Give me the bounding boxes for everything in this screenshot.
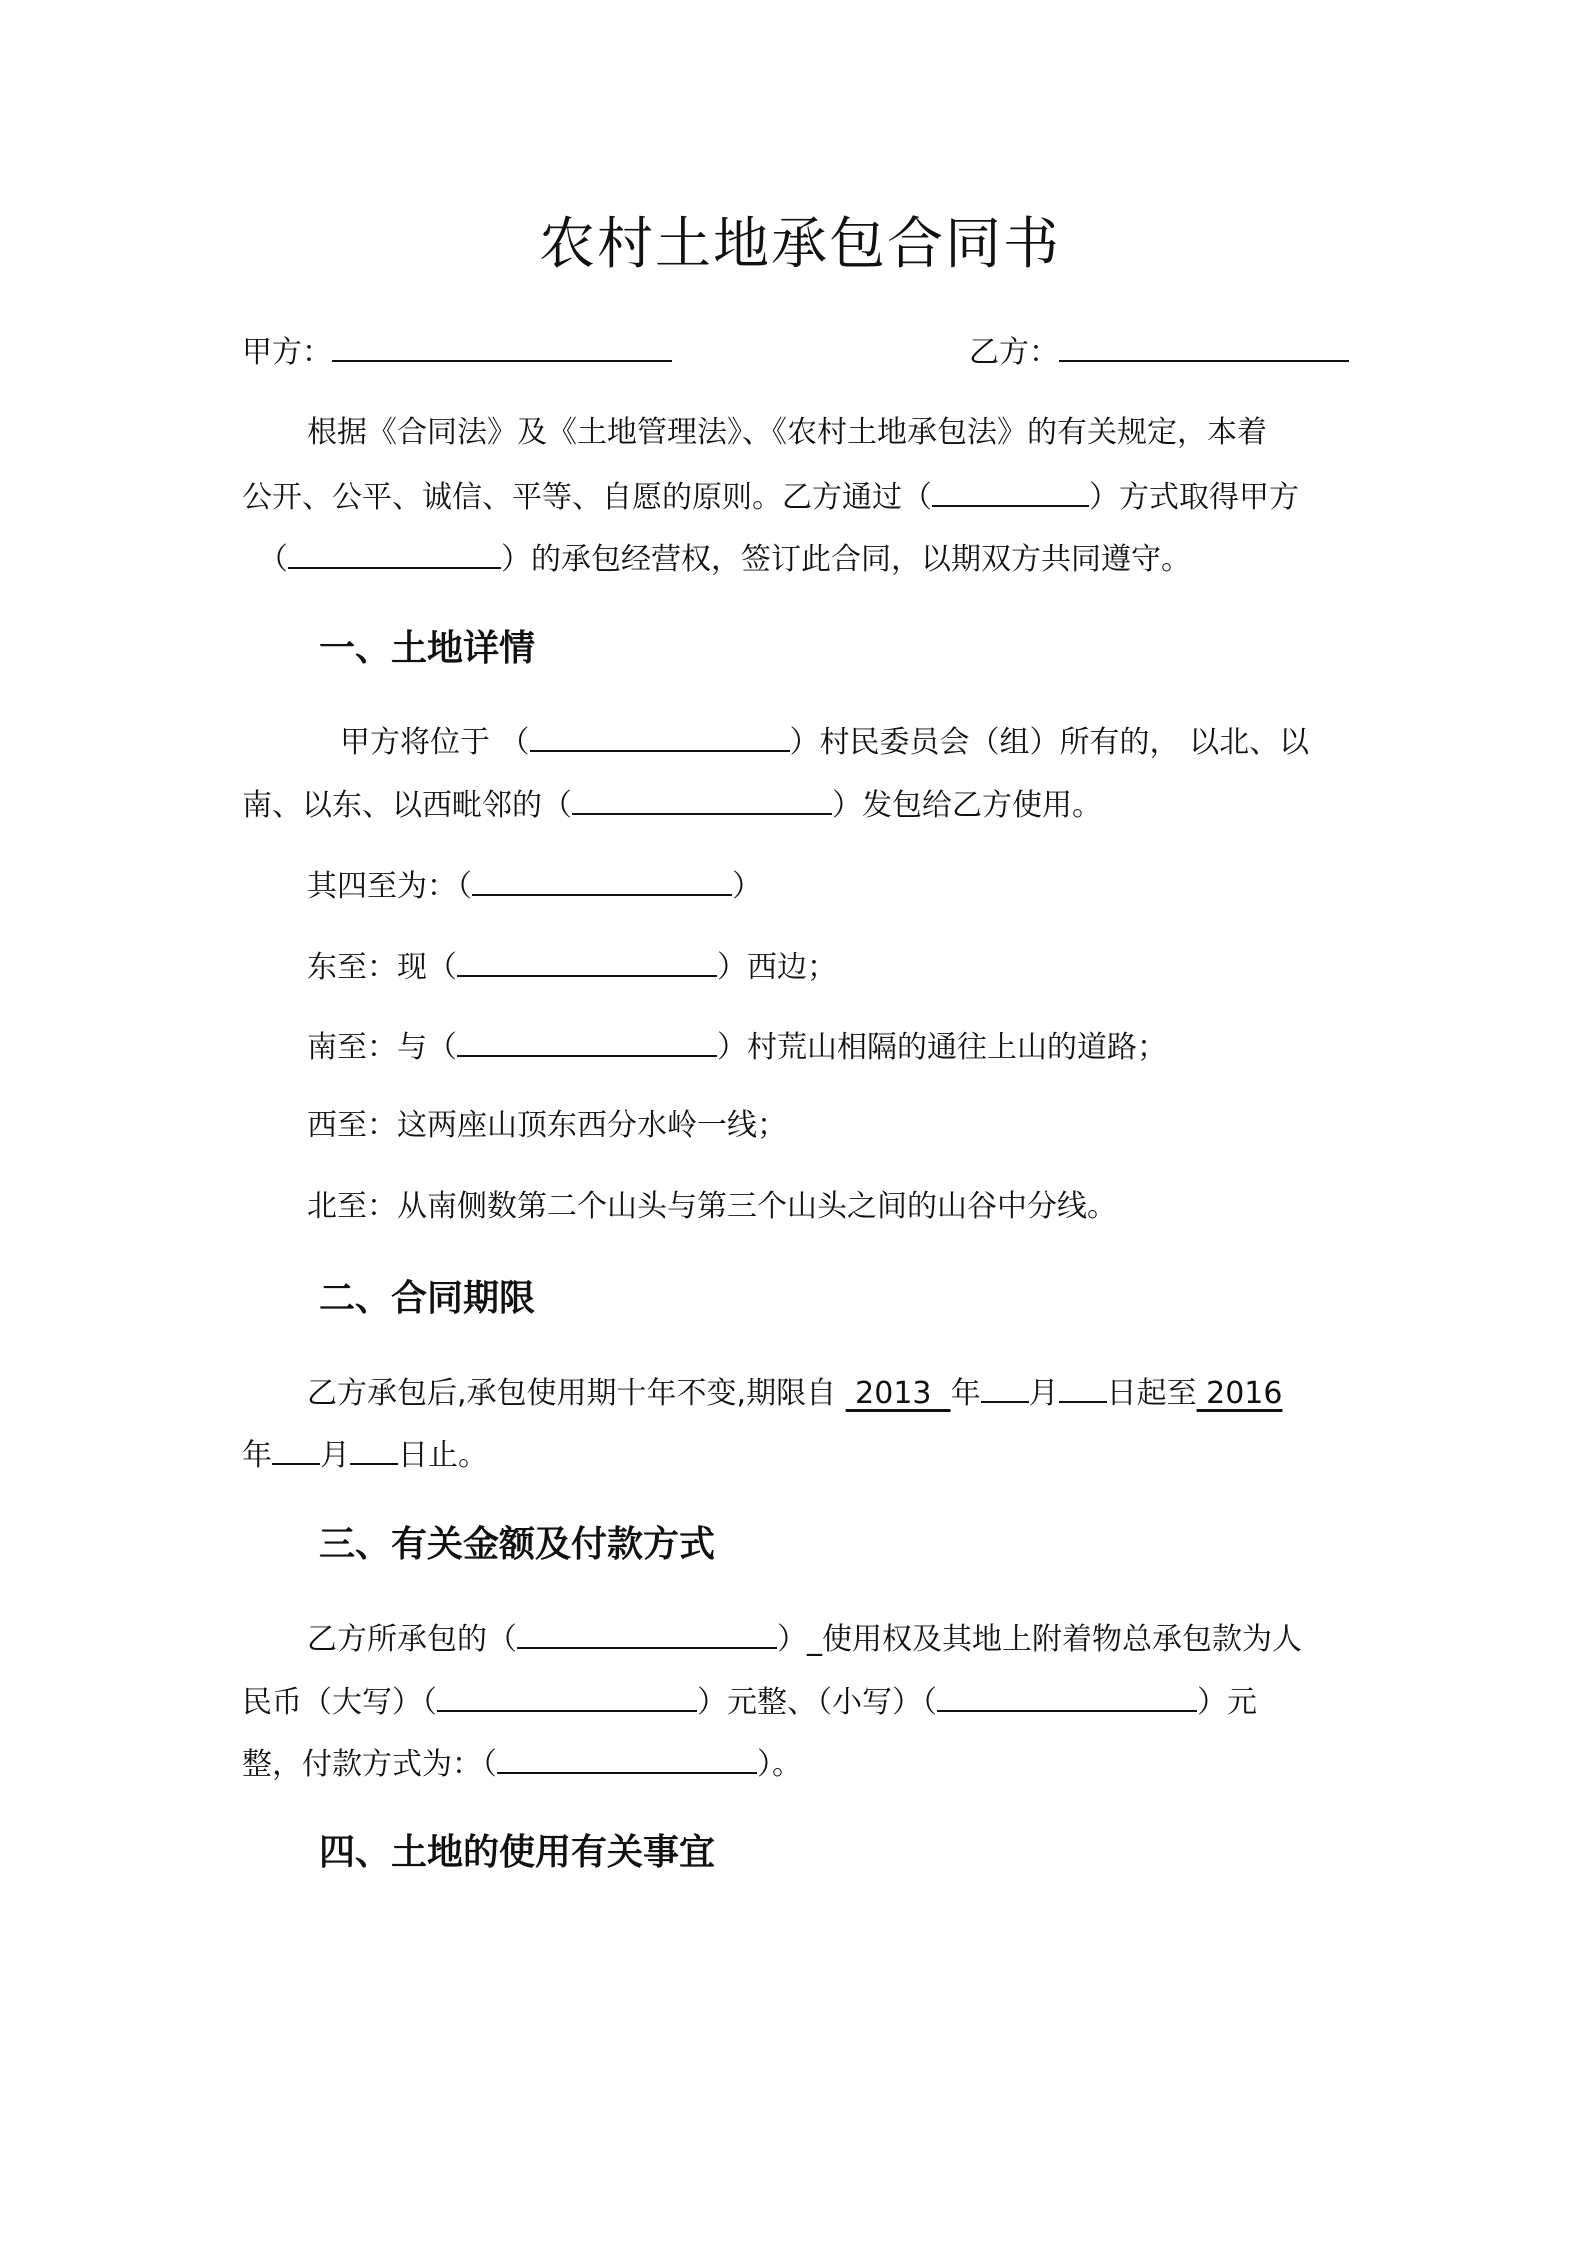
section-3-heading: 三、有关金额及付款方式 [319,1524,716,1565]
text: ）元整、（小写）（ [697,1685,937,1720]
text: ） [732,869,762,904]
document-title: 农村土地承包合同书 [539,212,1061,277]
land-blank[interactable] [288,537,501,569]
text: （ [258,542,288,577]
method-blank[interactable] [932,475,1089,507]
text: 甲方将位于 （ [340,725,530,760]
text: 南、以东、以西毗邻的（ [242,788,572,823]
text: ）的承包经营权，签订此合同，以期双方共同遵守。 [501,542,1191,577]
party-b-blank[interactable] [1059,330,1349,362]
start-month-blank[interactable] [981,1371,1029,1403]
s1-line-1 [340,720,1309,763]
intro-line-3 [258,537,1191,580]
s1-line-2 [242,783,1102,826]
party-a-line [242,330,672,373]
text: ）发包给乙方使用。 [832,788,1102,823]
start-year[interactable]: 2013 [845,1376,951,1411]
party-b-line [969,330,1349,373]
text: 公开、公平、诚信、平等、自愿的原则。乙方通过（ [242,480,932,515]
text: 东至：现（ [307,950,457,985]
section-1-heading: 一、土地详情 [319,628,536,669]
end-month-blank[interactable] [272,1433,320,1465]
text: 其四至为：（ [307,869,472,904]
text: 月 [320,1438,350,1473]
south-blank[interactable] [457,1025,717,1057]
contracted-item-blank[interactable] [517,1617,777,1649]
start-day-blank[interactable] [1059,1371,1107,1403]
payment-method-blank[interactable] [497,1742,757,1774]
intro-line-1: 根据《合同法》及《土地管理法》、《农村土地承包法》的有关规定，本着 [307,415,1267,450]
south-line [307,1025,1167,1068]
text: 乙方所承包的（ [307,1622,517,1657]
term-line-2 [242,1433,488,1476]
east-line [307,945,837,988]
text: 日止。 [398,1438,488,1473]
text: ）西边； [717,950,837,985]
text: 乙方承包后,承包使用期十年不变,期限自 [307,1376,846,1411]
text: 南至：与（ [307,1030,457,1065]
text: ）元 [1197,1685,1257,1720]
intro-line-2 [242,475,1299,518]
east-blank[interactable] [457,945,717,977]
payment-line-3 [242,1742,802,1785]
party-a-label: 甲方： [242,335,332,370]
section-4-heading: 四、土地的使用有关事宜 [319,1832,716,1873]
party-b-label: 乙方： [969,335,1059,370]
village-blank[interactable] [530,720,790,752]
party-a-blank[interactable] [332,330,672,362]
neighbor-blank[interactable] [572,783,832,815]
text: ）方式取得甲方 [1089,480,1299,515]
end-year[interactable]: 2016 [1196,1376,1283,1411]
text: ）_使用权及其地上附着物总承包款为人 [777,1622,1302,1657]
north-line: 北至：从南侧数第二个山头与第三个山头之间的山谷中分线。 [307,1189,1117,1224]
section-2-heading: 二、合同期限 [319,1278,536,1319]
boundaries-blank[interactable] [472,864,732,896]
west-line: 西至：这两座山顶东西分水岭一线； [307,1108,787,1143]
text: 整，付款方式为：（ [242,1747,497,1782]
payment-line-2 [242,1680,1257,1723]
text: ）村民委员会（组）所有的， 以北、以 [789,725,1310,760]
amount-lowercase-blank[interactable] [937,1680,1197,1712]
four-boundaries-line [307,864,762,907]
text: ）村荒山相隔的通往上山的道路； [717,1030,1167,1065]
payment-line-1 [307,1617,1302,1660]
text: 民币（大写）（ [242,1685,437,1720]
text: 年 [242,1438,272,1473]
text: 月 [1028,1376,1059,1411]
text: 日起至 [1106,1376,1197,1411]
end-day-blank[interactable] [350,1433,398,1465]
text: 年 [950,1376,981,1411]
text: ）。 [757,1747,802,1782]
amount-uppercase-blank[interactable] [437,1680,697,1712]
term-line-1 [307,1371,1282,1414]
